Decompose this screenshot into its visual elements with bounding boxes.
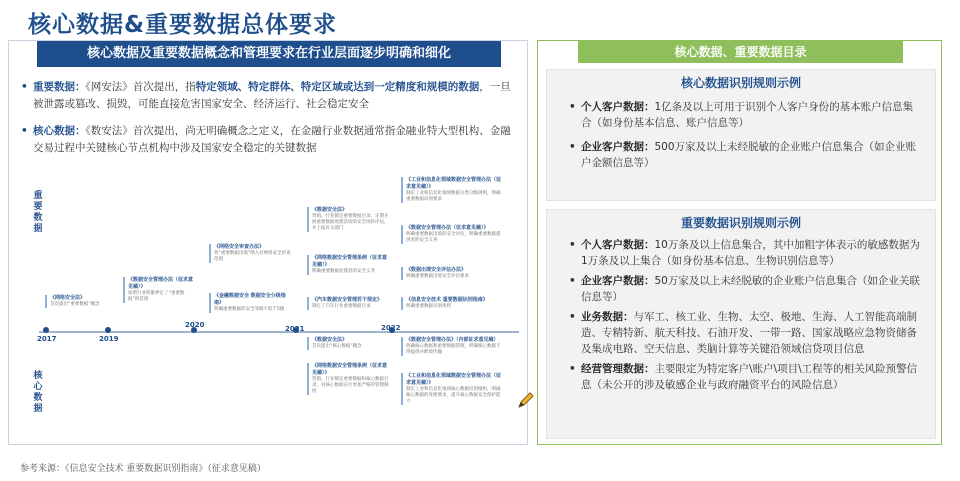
event-desc: 制定工业和信息化领域数据分类分级规则，明确重要数据识别要求 [406, 191, 501, 202]
bullet: • [569, 101, 576, 113]
year-2020: 2020 [185, 321, 205, 329]
important-data-highlight: 特定领域、特定群体、特定区域或达到一定精度和规模的数据 [195, 81, 480, 93]
event-title: 《网络数据安全管理条例（征求意见稿）》 [312, 255, 388, 268]
important-rule-item [547, 361, 935, 393]
timeline-event [307, 255, 389, 275]
important-rules-box [546, 209, 936, 439]
rule-text: 50万家及以上未经脱敏的企业账户信息集合（如企业关联信息等） [581, 275, 920, 303]
event-title: 《数据安全管理办法（征求意见稿）》 [406, 225, 489, 231]
timeline-event [401, 225, 501, 244]
event-desc: 营销、行业制定重要数据目录；定期开展重要数据处理活动的安全风险评估，并上报有关部门 [312, 214, 389, 231]
bullet: • [569, 311, 576, 323]
year-2019: 2019 [99, 335, 119, 343]
year-2017: 2017 [37, 335, 57, 343]
timeline-event [307, 207, 389, 232]
event-desc: 将“重要数据出境”纳入对网络安全审查范围 [214, 251, 291, 262]
important-rules-title: 重要数据识别规则示例 [680, 216, 801, 230]
rule-term: 业务数据： [581, 311, 634, 323]
event-desc: 明确重要数据出境安全评估要求 [406, 274, 469, 279]
right-panel-header: 核心数据、重要数据目录 [578, 41, 903, 63]
timeline-event [401, 337, 501, 356]
important-rule-item [547, 273, 935, 305]
event-desc: 明确核心数据和重要数据管理，明确核心数据不得提供并跨境传输 [406, 344, 501, 355]
important-rule-item [547, 309, 935, 357]
event-title: 《工业和信息化领域数据安全管理办法（征求意见稿）》 [406, 373, 502, 386]
right-panel [537, 40, 942, 445]
year-2021: 2021 [285, 325, 305, 333]
rule-term: 个人客户数据： [581, 239, 655, 251]
timeline-event [209, 244, 291, 263]
event-title: 《网络安全法》 [50, 295, 86, 301]
year-2022: 2022 [381, 324, 401, 332]
important-data-text-1: 《网安法》首次提出，指 [85, 81, 196, 93]
event-desc: 制定工业和信息化领域核心数据识别细则，明确核心数据的处理要求，提升核心数据安全保护能力 [406, 387, 501, 404]
rule-text: 1亿条及以上可用于识别个人客户身份的基本账户信息集合（如身份基本信息、账户信息等） [581, 101, 914, 129]
rule-term: 经营管理数据： [581, 363, 655, 375]
event-desc: 制定了汽车行业重要数据目录 [312, 304, 371, 309]
bullet: • [21, 81, 28, 93]
left-panel-header: 核心数据及重要数据概念和管理要求在行业层面逐步明确和细化 [37, 41, 501, 67]
page-title: 核心数据&重要数据总体要求 [28, 12, 338, 38]
timeline-event [307, 337, 389, 350]
rule-term: 企业客户数据： [581, 275, 655, 287]
timeline-event [307, 363, 389, 395]
timeline-label-core: 核心数据 [33, 371, 43, 414]
event-desc: 明确重要数据的安全等级不低于5级 [214, 307, 285, 312]
timeline-label-important: 重要数据 [33, 191, 43, 234]
bullet: • [569, 141, 576, 153]
rule-text: 10万条及以上信息集合，其中加粗字体表示的敏感数据为1万条及以上集合（如身份基本信息、生物识别信息等） [581, 239, 920, 267]
core-data-term: 核心数据： [33, 125, 86, 137]
timeline-event [209, 293, 291, 313]
important-data-text-2: ，一旦被泄露或篡改、损毁，可能直接危害国家安全、经济运行、社会稳定安全 [33, 81, 511, 110]
rule-text: 500万家及以上未经脱敏的企业账户信息集合（如企业账户金额信息等） [581, 141, 917, 169]
core-rule-item [547, 99, 935, 131]
rule-text: 与军工、核工业、生物、太空、极地、生海、人工智能高端制造、专精特新、航天科技、石油开发、一带一路、国家战略应急物资储备及集成电路、空天信息、类脑计算等关键沿领域信贷项目信息 [581, 311, 917, 355]
core-rules-box [546, 69, 936, 201]
core-rule-item [547, 139, 935, 171]
pencil-icon[interactable] [516, 390, 536, 410]
core-data-definition [21, 123, 513, 157]
event-title: 《数据安全法》 [312, 207, 348, 213]
left-panel [8, 40, 528, 445]
event-title: 《网络数据安全管理条例（征求意见稿）》 [312, 363, 388, 376]
timeline-event [123, 277, 193, 303]
important-rule-item [547, 237, 935, 269]
core-data-text: 《数安法》首次提出，尚无明确概念之定义，在金融行业数据通常指金融业特大型机构、金融交易过程中关键核心节点机构中涉及国家安全稳定的关键数据 [33, 125, 511, 154]
event-title: 《汽车数据安全管理若干规定》 [312, 297, 383, 303]
timeline-event [307, 297, 389, 310]
event-title: 《数据安全管理办法》（内部征求意见稿） [406, 337, 499, 343]
rule-term: 企业客户数据： [581, 141, 655, 153]
event-title: 《金融数据安全 数据安全分级指南》 [214, 293, 286, 306]
event-title: 《数据安全法》 [312, 337, 348, 343]
bullet: • [569, 239, 576, 251]
source-citation: 参考来源：《信息安全技术 重要数据识别指南》（征求意见稿） [20, 464, 266, 474]
event-desc: 按照行业积累界定了“重要数据”的范围 [128, 291, 185, 302]
event-desc: 明确重要数据出境的安全评估，明确重要数据提供者的安全义务 [406, 232, 501, 243]
timeline-axis [39, 331, 519, 333]
core-rules-title: 核心数据识别规则示例 [680, 76, 801, 90]
event-title: 《信息安全技术 重要数据识别指南》 [406, 297, 488, 303]
timeline-event [401, 373, 501, 405]
timeline-event [401, 177, 501, 203]
event-title: 《工业和信息化领域数据安全管理办法（征求意见稿）》 [406, 177, 502, 190]
timeline-event [401, 267, 501, 280]
timeline-event [401, 297, 501, 310]
event-title: 《网络安全审查办法》 [214, 244, 265, 250]
timeline-event [45, 295, 105, 308]
bullet: • [569, 363, 576, 375]
year-dot [43, 327, 49, 333]
important-data-term: 重要数据： [33, 81, 86, 93]
important-data-definition [21, 79, 513, 113]
rule-text: 主要限定为特定客户\账户\项目\工程等的相关风险预警信息（未公开的涉及敏感企业与政府融资平台的风险信息） [581, 363, 918, 391]
event-desc: 明确重要数据处理者的安全义务 [312, 269, 375, 274]
event-desc: 营销、行业制定重要数据和核心数据目录，对核心数据实行更加严格的管理制度 [312, 377, 389, 394]
bullet: • [21, 125, 28, 137]
rule-term: 个人客户数据： [581, 101, 655, 113]
event-title: 《数据出境安全评估办法》 [406, 267, 467, 273]
year-dot [105, 327, 111, 333]
event-desc: 首次提出“重要数据”概念 [50, 302, 100, 307]
event-desc: 首次提出“核心数据”概念 [312, 344, 362, 349]
bullet: • [569, 275, 576, 287]
event-title: 《数据安全管理办法（征求意见稿）》 [128, 277, 194, 290]
event-desc: 明确重要数据识别规则 [406, 304, 451, 309]
